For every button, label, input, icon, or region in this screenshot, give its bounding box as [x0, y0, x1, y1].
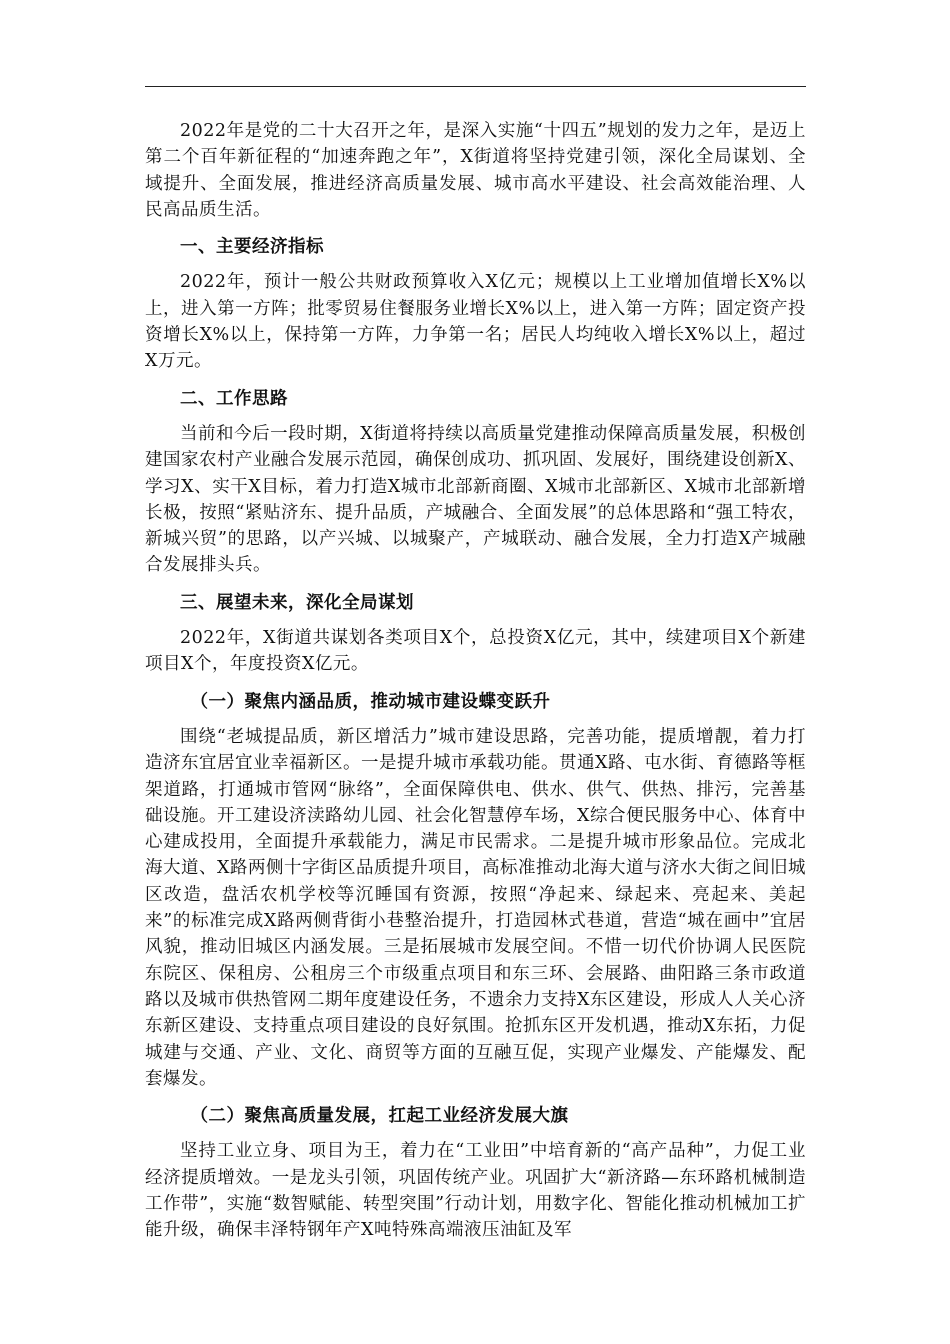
subsection-heading-2: （二）聚焦高质量发展，扛起工业经济发展大旗	[190, 1106, 569, 1127]
section-2-paragraph: 当前和今后一段时期，X街道将持续以高质量党建推动保障高质量发展，积极创建国家农村产业融合发展示范园，确保创成功、抓巩固、发展好，围绕建设创新X、学习X、实干X目标，着力打造X城市北部新商圈、X城市北部新区、X城市北部新增长极，按照“紧贴济东、提升品质，产城融合、全面发展”的总体思路和“强工特农，新城兴贸”的思路，以产兴城、以城聚产，产城联动、融合发展，全力打造X产城融合发展排头兵。	[145, 423, 806, 576]
section-heading-3: 三、展望未来，深化全局谋划	[180, 592, 414, 613]
header-rule	[145, 86, 806, 87]
section-heading-1: 一、主要经济指标	[180, 237, 324, 258]
section-1-paragraph: 2022年，预计一般公共财政预算收入X亿元；规模以上工业增加值增长X%以上，进入第一方阵；批零贸易住餐服务业增长X%以上，进入第一方阵；固定资产投资增长X%以上，保持第一方阵，力争第一名；居民人均纯收入增长X%以上，超过X万元。	[145, 272, 806, 372]
subsection-heading-1: （一）聚焦内涵品质，推动城市建设蝶变跃升	[190, 691, 551, 712]
subsection-2-paragraph: 坚持工业立身、项目为王，着力在“工业田”中培育新的“高产品种”，力促工业经济提质增效。一是龙头引领，巩固传统产业。巩固扩大“新济路—东环路机械制造工作带”，实施“数智赋能、转型突围”行动计划，用数字化、智能化推动机械加工扩能升级，确保丰泽特钢年产X吨特殊高端液压油缸及军	[145, 1141, 806, 1241]
intro-paragraph: 2022年是党的二十大召开之年，是深入实施“十四五”规划的发力之年，是迈上第二个百年新征程的“加速奔跑之年”，X街道将坚持党建引领，深化全局谋划、全域提升、全面发展，推进经济高质量发展、城市高水平建设、社会高效能治理、人民高品质生活。	[145, 121, 806, 220]
section-3-paragraph: 2022年，X街道共谋划各类项目X个，总投资X亿元，其中，续建项目X个新建项目X个，年度投资X亿元。	[145, 628, 806, 675]
section-heading-2: 二、工作思路	[180, 388, 288, 409]
subsection-1-paragraph: 围绕“老城提品质，新区增活力”城市建设思路，完善功能，提质增靓，着力打造济东宜居宜业幸福新区。一是提升城市承载功能。贯通X路、屯水街、育德路等框架道路，打通城市管网“脉络”，全面保障供电、供水、供气、供热、排污，完善基础设施。开工建设济渎路幼儿园、社会化智慧停车场，X综合便民服务中心、体育中心建成投用，全面提升承载能力，满足市民需求。二是提升城市形象品位。完成北海大道、X路两侧十字街区品质提升项目，高标准推动北海大道与济水大街之间旧城区改造，盘活农机学校等沉睡国有资源，按照“净起来、绿起来、亮起来、美起来”的标准完成X路两侧背街小巷整治提升，打造园林式巷道，营造“城在画中”宜居风貌，推动旧城区内涵发展。三是拓展城市发展空间。不惜一切代价协调人民医院东院区、保租房、公租房三个市级重点项目和东三环、会展路、曲阳路三条市政道路以及城市供热管网二期年度建设任务，不遗余力支持X东区建设，形成人人关心济东新区建设、支持重点项目建设的良好氛围。抢抓东区开发机遇，推动X东拓，力促城建与交通、产业、文化、商贸等方面的互融互促，实现产业爆发、产能爆发、配套爆发。	[145, 726, 806, 1089]
document-body	[145, 118, 806, 1244]
